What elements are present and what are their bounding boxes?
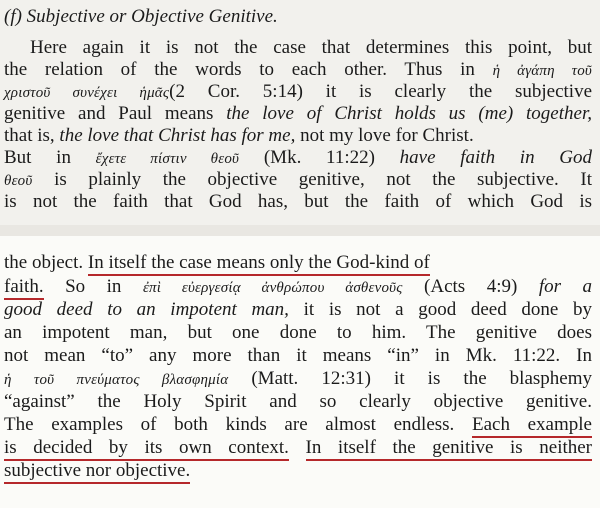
text-line: θεοῦ is plainly the objective genitive, not the subjective. It (4, 169, 593, 190)
text-line: good deed to an impotent man, it is not a good deed done by (4, 299, 592, 320)
text-line: The examples of both kinds are almost endless. Each example (4, 414, 592, 436)
red-underline: is decided by its own context. (4, 437, 289, 461)
text-line: the object. In itself the case means only the God-kind of (4, 252, 592, 274)
text-line: is not the faith that God has, but the faith of which God is (4, 191, 592, 212)
text-line: genitive and Paul means the love of Christ holds us (me) together, (4, 103, 592, 124)
text-line (4, 460, 592, 482)
section-heading: (f) Subjective or Objective Genitive. (4, 6, 278, 27)
text-line: an impotent man, but one done to him. The genitive does (4, 322, 592, 343)
text-line: “against” the Holy Spirit and so clearly objective genitive. (4, 391, 592, 412)
red-underline: In itself the genitive is neither (306, 437, 593, 461)
red-underline: In itself the case means only the God-kind of (88, 252, 430, 276)
text-line (4, 437, 592, 459)
red-underline: faith. (4, 276, 44, 300)
upper-page-section (0, 0, 600, 225)
red-underline: Each example (472, 414, 592, 438)
text-line: faith. So in ἐπὶ εὐεργεσίᾳ ἀνθρώπου ἀσθενοῦς (Acts 4:9) for a (4, 276, 592, 299)
text-line: But in ἔχετε πίστιν θεοῦ (Mk. 11:22) have faith in God (4, 147, 593, 168)
text-line: not mean “to” any more than it means “in” in Mk. 11:22. In (4, 345, 592, 366)
text-line: χριστοῦ συνέχει ἡμᾶς(2 Cor. 5:14) it is clearly the subjective (4, 81, 593, 102)
text-line: the relation of the words to each other. Thus in ἡ ἀγάπη τοῦ (4, 59, 593, 80)
text-line: that is, the love that Christ has for me, not my love for Christ. (4, 125, 474, 146)
text-line: ἡ τοῦ πνεύματος βλασφημία (Matt. 12:31) it is the blasphemy (4, 368, 593, 389)
red-underline: subjective nor objective. (4, 460, 190, 484)
lower-page-section (0, 236, 600, 508)
text-line: Here again it is not the case that determines this point, but (30, 37, 592, 58)
